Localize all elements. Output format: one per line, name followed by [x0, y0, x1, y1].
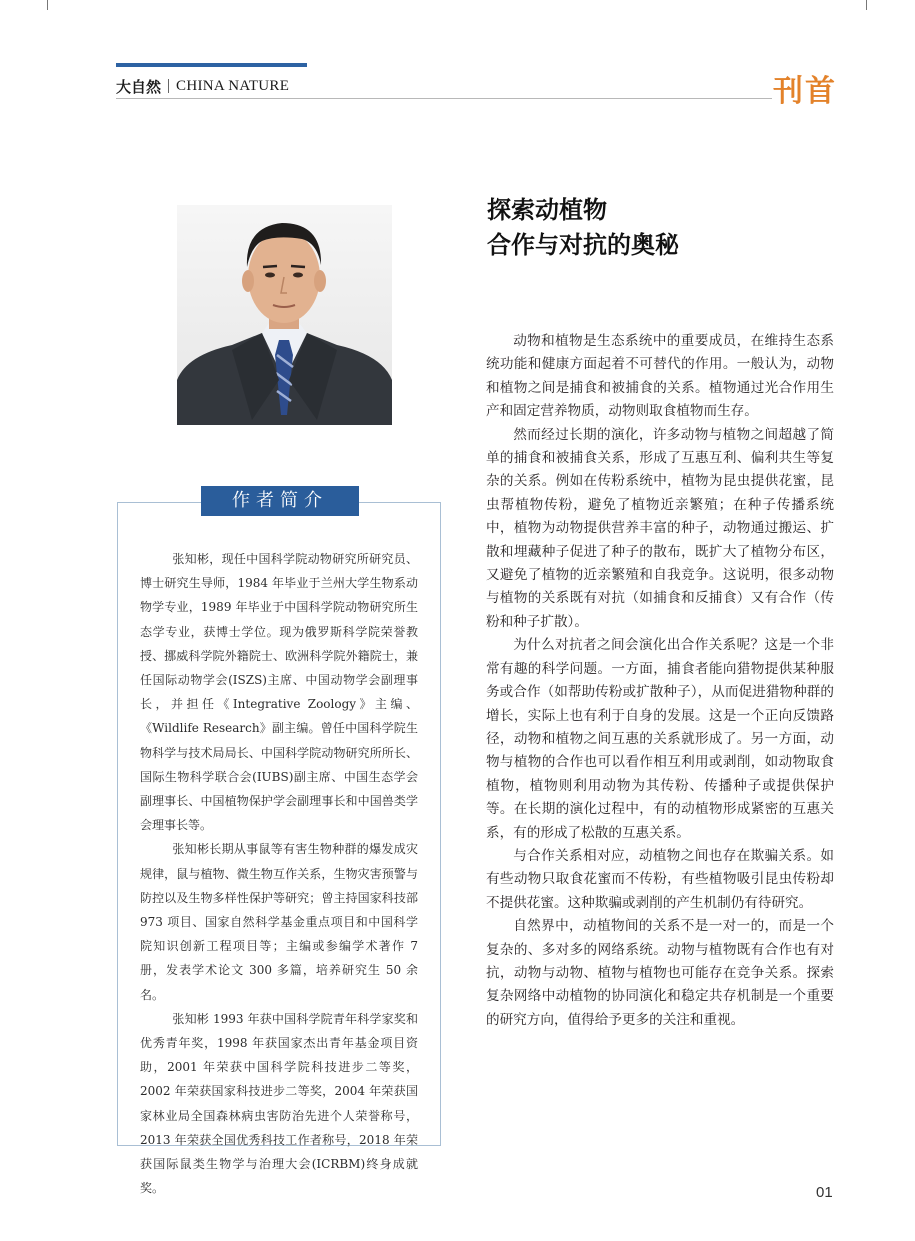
article-paragraph: 自然界中，动植物间的关系不是一对一的，而是一个复杂的、多对多的网络系统。动物与植物既有合作也有对抗，动物与动物、植物与植物也可能存在竞争关系。探索复杂网络中动植物的协同演化和稳定共存机制是一个重要的研究方向，值得给予更多的关注和重视。 [486, 918, 834, 1028]
header-accent-bar [116, 63, 307, 67]
header-rule [116, 98, 772, 99]
bio-paragraph: 张知彬，现任中国科学院动物研究所研究员、博士研究生导师，1984 年毕业于兰州大学生物系动物学专业，1989 年毕业于中国科学院动物研究所生态学专业，获博士学位。现为俄罗斯科学院荣誉教授、挪威科学院外籍院士、欧洲科学院外籍院士，兼任国际动物学会(ISZS)主席、中国动物学会副理事长，并担任《Integrative Zoology》主编、《Wildlife Research》副主编。曾任中国科学院生物科学与技术局局长、中国科学院动物研究所所长、国际生物科学联合会(IUBS)副主席、中国生态学会副理事长、中国植物保护学会副理事长和中国兽类学会理事长等。 [140, 552, 418, 833]
article-paragraph: 为什么对抗者之间会演化出合作关系呢？这是一个非常有趣的科学问题。一方面，捕食者能向猎物提供某种服务或合作（如帮助传粉或扩散种子），从而促进猎物种群的增长，实际上也有利于自身的发展。这是一个正向反馈路径，动物和植物之间互惠的关系就形成了。另一方面，动物与植物的合作也可以看作相互利用或剥削，如动物取食植物，植物则利用动物为其传粉、传播种子或提供保护等。在长期的演化过程中，有的动植物形成紧密的互惠关系，有的形成了松散的互惠关系。 [486, 637, 834, 841]
author-bio-text [140, 547, 418, 1200]
article-paragraph: 动物和植物是生态系统中的重要成员，在维持生态系统功能和健康方面起着不可替代的作用。一般认为，动物和植物之间是捕食和被捕食的关系。植物通过光合作用生产和固定营养物质，动物则取食植物而生存。 [486, 333, 834, 420]
article-paragraph: 与合作关系相对应，动植物之间也存在欺骗关系。如有些动物只取食花蜜而不传粉，有些植物吸引昆虫传粉却不提供花蜜。这种欺骗或剥削的产生机制仍有待研究。 [486, 847, 834, 911]
page-number: 01 [816, 1184, 833, 1201]
author-portrait [177, 205, 392, 425]
article-paragraph: 然而经过长期的演化，许多动物与植物之间超越了简单的捕食和被捕食关系，形成了互惠互利、偏利共生等复杂的关系。例如在传粉系统中，植物为昆虫提供花蜜，昆虫帮植物传粉，避免了植物近亲繁殖；在种子传播系统中，植物为动物提供营养丰富的种子，动物通过搬运、扩散和埋藏种子促进了种子的散布，既扩大了植物分布区，又避免了植物的近亲繁殖和自我竞争。这说明，很多动物与植物的关系既有对抗（如捕食和反捕食）又有合作（传粉和种子扩散）。 [486, 426, 834, 630]
bio-paragraph: 张知彬 1993 年获中国科学院青年科学家奖和优秀青年奖，1998 年获国家杰出青年基金项目资助，2001 年荣获中国科学院科技进步二等奖，2002 年荣获国家科技进步二等奖，2004 年荣获国家林业局全国森林病虫害防治先进个人荣誉称号，2013 年荣获全国优秀科技工作者称号，2018 年荣获国际鼠类生物学与治理大会(ICRBM)终身成就奖。 [140, 1011, 418, 1196]
magazine-brand [116, 75, 289, 97]
author-portrait-photo-icon [177, 205, 392, 425]
brand-name-cn: 大自然 [116, 77, 162, 96]
section-label: 刊首 [773, 74, 837, 109]
brand-name-en: CHINA NATURE [176, 77, 290, 94]
article-title-line-1: 探索动植物 [487, 196, 607, 224]
article-title [487, 193, 679, 263]
author-bio-heading: 作者简介 [201, 486, 359, 516]
bio-paragraph: 张知彬长期从事鼠等有害生物种群的爆发成灾规律，鼠与植物、微生物互作关系，生物灾害预警与防控以及生物多样性保护等研究；曾主持国家科技部 973 项目、国家自然科学基金重点项目和中国科学院知识创新工程项目等；主编或参编学术著作 7 册，发表学术论文 300 多篇，培养研究生 50 余名。 [140, 842, 418, 1002]
page-header [0, 0, 915, 110]
brand-divider [168, 79, 169, 93]
article-body [486, 330, 834, 1032]
article-title-line-2: 合作与对抗的奥秘 [487, 231, 679, 259]
